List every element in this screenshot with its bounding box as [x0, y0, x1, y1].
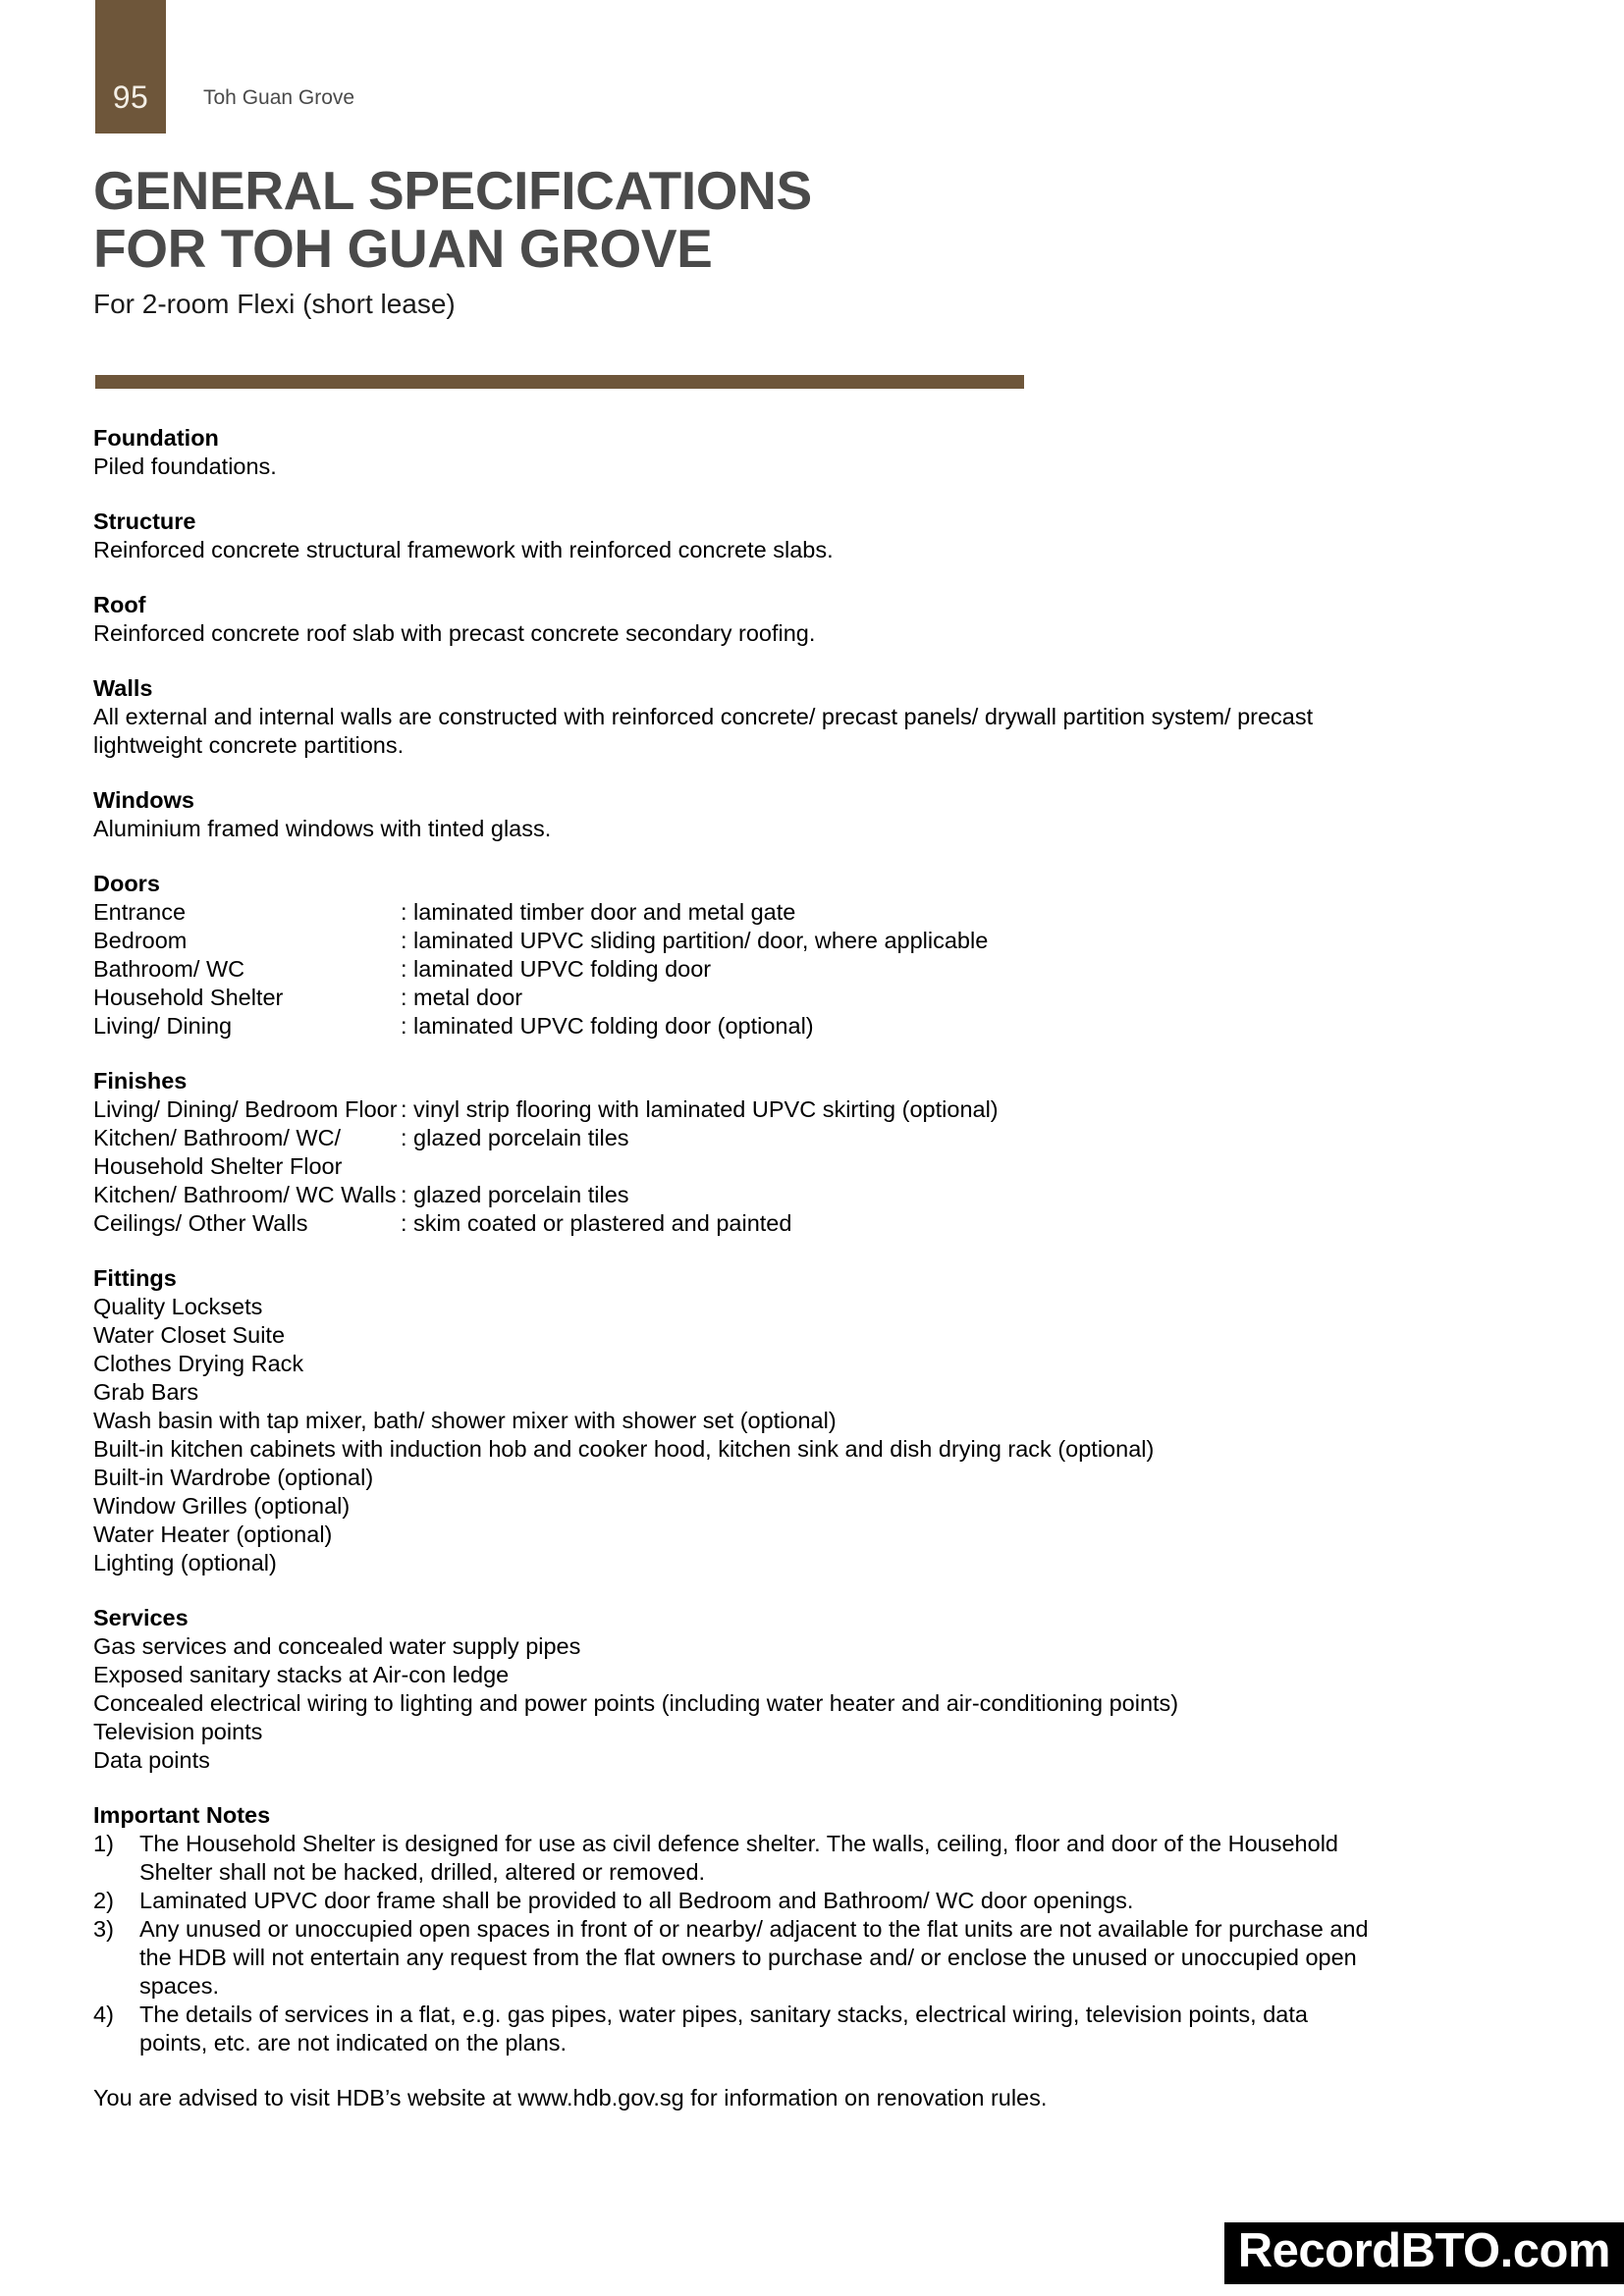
watermark-bar — [1224, 2222, 1624, 2284]
note-number: 4) — [93, 2002, 114, 2027]
spec-row — [93, 955, 1488, 984]
list-item: Window Grilles (optional) — [93, 1493, 351, 1519]
list-item: Built-in kitchen cabinets with induction hob and cooker hood, kitchen sink and dish drying rack (optional) — [93, 1436, 1155, 1462]
section-roof — [93, 591, 1488, 648]
section-heading-important-notes: Important Notes — [93, 1802, 271, 1828]
page-title-line2: FOR TOH GUAN GROVE — [93, 217, 713, 279]
spec-label: Bedroom — [93, 928, 188, 953]
note-item — [93, 2001, 1370, 2057]
section-heading-foundation: Foundation — [93, 425, 219, 451]
list-item: Data points — [93, 1747, 210, 1773]
spec-label: Kitchen/ Bathroom/ WC/ — [93, 1125, 342, 1150]
watermark-text: RecordBTO.com — [1237, 2224, 1610, 2277]
section-finishes — [93, 1067, 1488, 1238]
spec-row — [93, 1152, 1488, 1181]
page-number: 95 — [112, 80, 149, 115]
section-text-structure: Reinforced concrete structural framework with reinforced concrete slabs. — [93, 537, 834, 562]
section-text-foundation: Piled foundations. — [93, 454, 277, 479]
list-item: Water Heater (optional) — [93, 1522, 333, 1547]
spec-row — [93, 1181, 1488, 1209]
spec-value: : vinyl strip flooring with laminated UPVC skirting (optional) — [401, 1096, 999, 1122]
spec-value: : glazed porcelain tiles — [401, 1125, 629, 1150]
page-subtitle: For 2-room Flexi (short lease) — [93, 288, 456, 319]
spec-value: : glazed porcelain tiles — [401, 1182, 629, 1207]
spec-row — [93, 927, 1488, 955]
section-heading-doors: Doors — [93, 871, 160, 896]
list-item: Concealed electrical wiring to lighting and power points (including water heater and air-conditioning points) — [93, 1690, 1179, 1716]
list-item: Built-in Wardrobe (optional) — [93, 1465, 374, 1490]
spec-label: Household Shelter Floor — [93, 1153, 343, 1179]
spec-value: : laminated UPVC folding door — [401, 956, 712, 982]
spec-label: Household Shelter — [93, 985, 284, 1010]
section-windows — [93, 786, 1488, 843]
section-heading-finishes: Finishes — [93, 1068, 188, 1094]
section-structure — [93, 507, 1488, 564]
note-text: Any unused or unoccupied open spaces in front of or nearby/ adjacent to the flat units are not available for purchase and the HDB will not entertain any request from the flat owners to purchase and/ or enclose the unused or unoccupied open spaces. — [139, 1916, 1369, 1999]
section-walls — [93, 674, 1488, 760]
list-item: Grab Bars — [93, 1379, 199, 1405]
spec-row — [93, 1124, 1488, 1152]
list-item: Quality Locksets — [93, 1294, 263, 1319]
note-number: 1) — [93, 1831, 114, 1856]
note-text: The Household Shelter is designed for use as civil defence shelter. The walls, ceiling, floor and door of the Household Shelter shall not be hacked, drilled, altered or removed. — [139, 1831, 1338, 1885]
section-text-walls: All external and internal walls are constructed with reinforced concrete/ precast panels/ drywall partition system/ precast lightweight concrete partitions. — [93, 704, 1314, 758]
note-number: 2) — [93, 1888, 114, 1913]
note-item — [93, 1887, 1370, 1915]
note-text: Laminated UPVC door frame shall be provided to all Bedroom and Bathroom/ WC door openings. — [139, 1888, 1134, 1913]
page-header — [0, 0, 1624, 137]
note-number: 3) — [93, 1916, 114, 1942]
project-name: Toh Guan Grove — [203, 86, 355, 109]
spec-row — [93, 1012, 1488, 1041]
specifications-body — [93, 424, 1488, 2139]
section-text-windows: Aluminium framed windows with tinted glass. — [93, 816, 552, 841]
spec-label: Entrance — [93, 899, 187, 925]
spec-label: Kitchen/ Bathroom/ WC Walls — [93, 1182, 397, 1207]
note-item — [93, 1915, 1370, 2001]
section-foundation — [93, 424, 1488, 481]
spec-value: : skim coated or plastered and painted — [401, 1210, 792, 1236]
list-item: Water Closet Suite — [93, 1322, 286, 1348]
list-item: Wash basin with tap mixer, bath/ shower mixer with shower set (optional) — [93, 1408, 837, 1433]
list-item: Exposed sanitary stacks at Air-con ledge — [93, 1662, 510, 1687]
spec-label: Living/ Dining/ Bedroom Floor — [93, 1096, 398, 1122]
note-text: The details of services in a flat, e.g. gas pipes, water pipes, sanitary stacks, electrical wiring, television points, data points, etc. are not indicated on the plans. — [139, 2002, 1308, 2056]
finishes-spec-list — [93, 1095, 1488, 1238]
spec-value: : metal door — [401, 985, 523, 1010]
spec-value: : laminated timber door and metal gate — [401, 899, 796, 925]
title-block — [93, 162, 1173, 320]
spec-row — [93, 898, 1488, 927]
section-heading-services: Services — [93, 1605, 189, 1630]
spec-value: : laminated UPVC folding door (optional) — [401, 1013, 814, 1039]
spec-label: Ceilings/ Other Walls — [93, 1210, 308, 1236]
spec-row — [93, 984, 1488, 1012]
list-item: Television points — [93, 1719, 263, 1744]
section-text-roof: Reinforced concrete roof slab with precast concrete secondary roofing. — [93, 620, 816, 646]
spec-label: Living/ Dining — [93, 1013, 233, 1039]
title-divider — [95, 375, 1024, 389]
spec-row — [93, 1209, 1488, 1238]
section-fittings — [93, 1264, 1488, 1577]
section-heading-structure: Structure — [93, 508, 196, 534]
spec-label: Bathroom/ WC — [93, 956, 245, 982]
section-heading-roof: Roof — [93, 592, 146, 617]
page-title-line1: GENERAL SPECIFICATIONS — [93, 160, 812, 221]
list-item: Clothes Drying Rack — [93, 1351, 304, 1376]
section-doors — [93, 870, 1488, 1041]
doors-spec-list — [93, 898, 1488, 1041]
section-heading-walls: Walls — [93, 675, 153, 701]
section-heading-fittings: Fittings — [93, 1265, 177, 1291]
closing-advisory: You are advised to visit HDB’s website at www.hdb.gov.sg for information on renovation rules. — [93, 2085, 1048, 2110]
list-item: Gas services and concealed water supply pipes — [93, 1633, 581, 1659]
spec-value: : laminated UPVC sliding partition/ door, where applicable — [401, 928, 989, 953]
section-services — [93, 1604, 1488, 1775]
section-important-notes — [93, 1801, 1488, 2112]
spec-row — [93, 1095, 1488, 1124]
section-heading-windows: Windows — [93, 787, 194, 813]
note-item — [93, 1830, 1370, 1887]
list-item: Lighting (optional) — [93, 1550, 277, 1575]
